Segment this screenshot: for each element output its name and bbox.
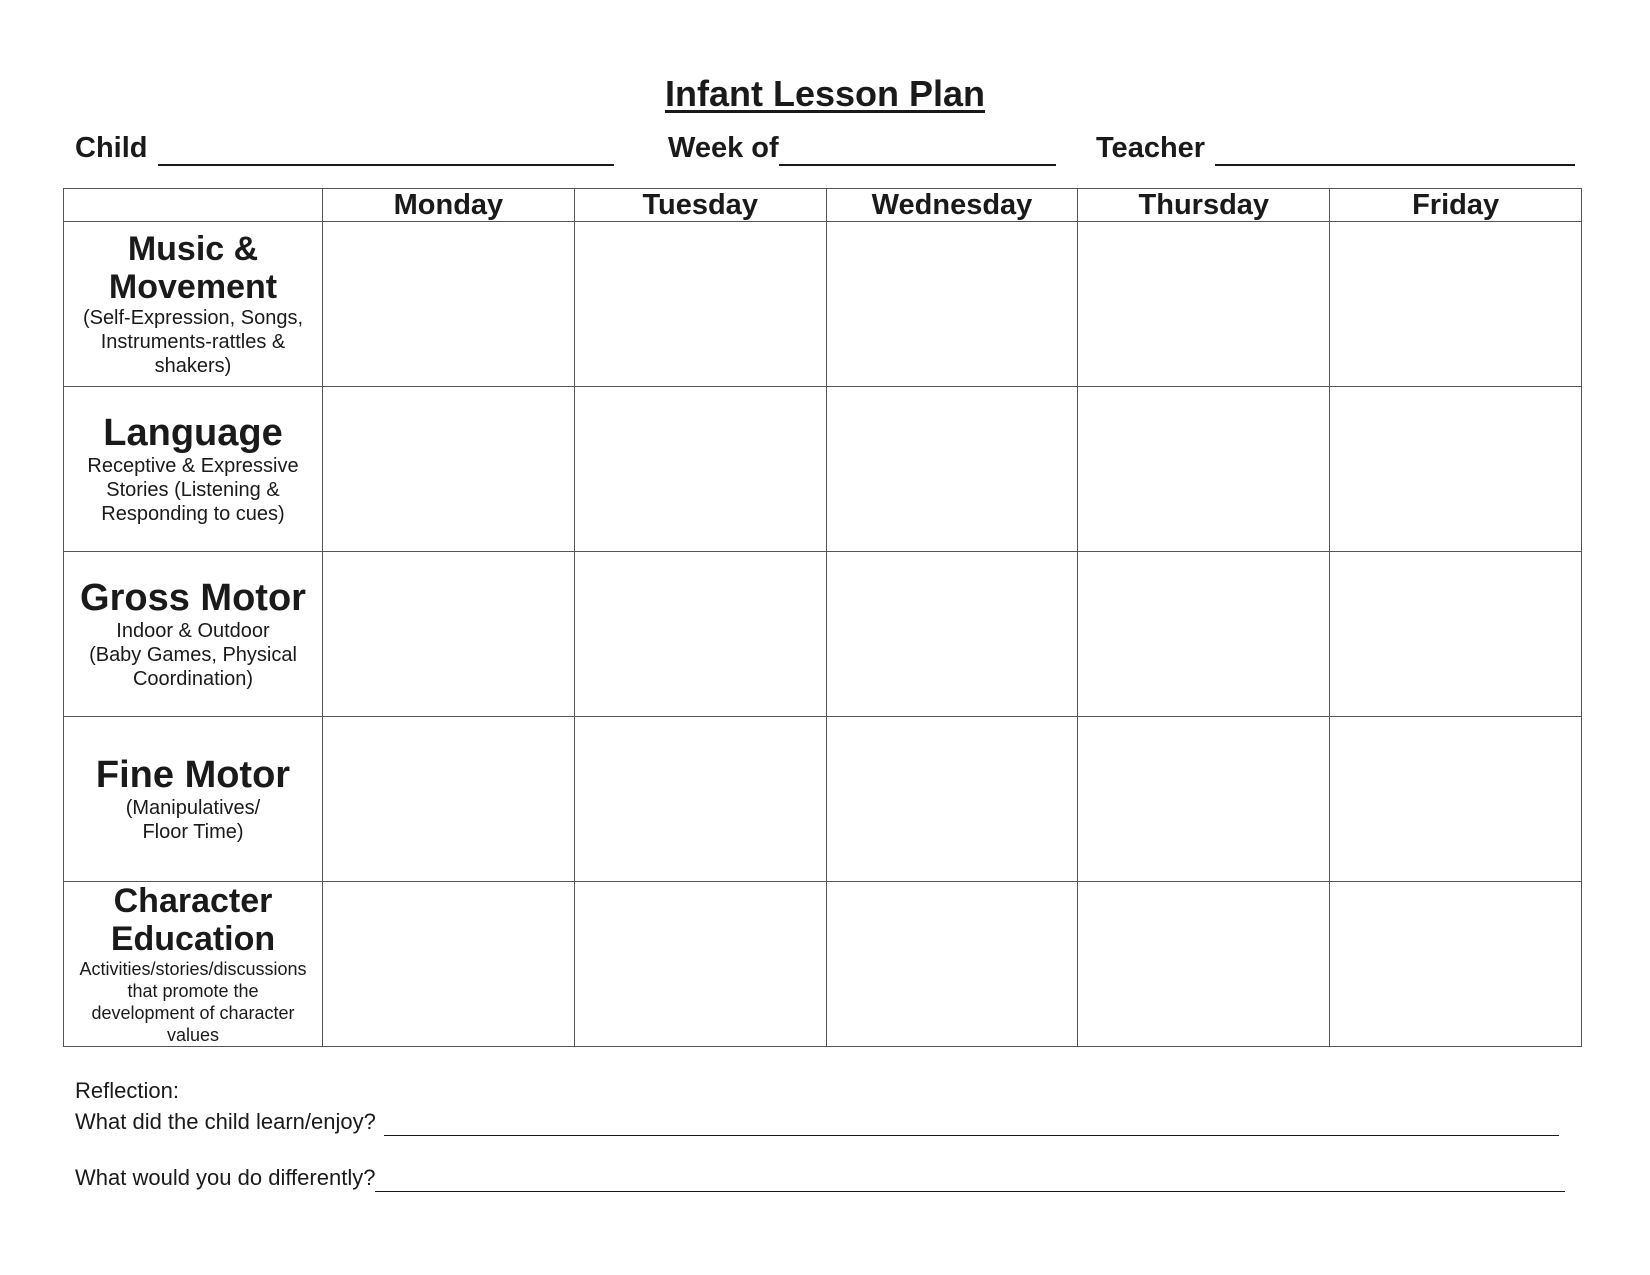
plan-cell-monday[interactable] (323, 552, 575, 717)
day-header-monday: Monday (323, 189, 575, 222)
reflection-question-text: What would you do differently? (75, 1165, 376, 1190)
plan-cell-friday[interactable] (1330, 222, 1582, 387)
plan-cell-thursday[interactable] (1078, 552, 1330, 717)
reflection-question-do-differently[interactable] (75, 1164, 1565, 1192)
subject-description-line: (Baby Games, Physical (89, 644, 297, 666)
subject-cell-language (64, 387, 323, 552)
subject-description-line: shakers) (154, 355, 232, 377)
plan-cell-tuesday[interactable] (574, 717, 826, 882)
plan-cell-thursday[interactable] (1078, 882, 1330, 1047)
plan-cell-wednesday[interactable] (826, 387, 1078, 552)
table-row-gross-motor (64, 552, 1582, 717)
week-of-label: Week of (668, 132, 779, 164)
subject-description-line: Floor Time) (142, 821, 244, 843)
corner-cell (64, 189, 323, 222)
subject-description-line: Coordination) (132, 668, 254, 690)
subject-description-line: Receptive & Expressive (87, 455, 299, 477)
child-label: Child (75, 132, 148, 164)
subject-description-line: development of character (91, 1003, 295, 1023)
plan-cell-monday[interactable] (323, 222, 575, 387)
child-blank-line[interactable] (158, 138, 614, 166)
subject-description-line: Activities/stories/discussions (79, 959, 307, 979)
subject-title-line: Music & (127, 230, 259, 268)
subject-cell-fine-motor (64, 717, 323, 882)
child-field[interactable] (75, 130, 614, 166)
subject-description-line: Instruments-rattles & (100, 331, 286, 353)
day-header-wednesday: Wednesday (826, 189, 1078, 222)
subject-cell-music-movement (64, 222, 323, 387)
week-of-blank-line[interactable] (779, 138, 1056, 166)
lesson-plan-table (63, 188, 1582, 1047)
table-row-language (64, 387, 1582, 552)
reflection-answer-line[interactable] (384, 1113, 1559, 1136)
plan-cell-friday[interactable] (1330, 882, 1582, 1047)
table-row-fine-motor (64, 717, 1582, 882)
plan-cell-thursday[interactable] (1078, 222, 1330, 387)
page-title: Infant Lesson Plan (664, 73, 986, 114)
plan-cell-friday[interactable] (1330, 717, 1582, 882)
plan-cell-tuesday[interactable] (574, 552, 826, 717)
plan-cell-wednesday[interactable] (826, 222, 1078, 387)
subject-description-line: (Manipulatives/ (125, 797, 261, 819)
reflection-question-learn-enjoy[interactable] (75, 1108, 1559, 1136)
plan-cell-tuesday[interactable] (574, 222, 826, 387)
plan-cell-wednesday[interactable] (826, 717, 1078, 882)
subject-cell-character-education (64, 882, 323, 1047)
subject-description-line: that promote the (127, 981, 259, 1001)
subject-description-line: (Self-Expression, Songs, (82, 307, 304, 329)
subject-title-line: Character (113, 882, 273, 920)
table-row-character-education (64, 882, 1582, 1047)
subject-cell-gross-motor (64, 552, 323, 717)
subject-title-line: Movement (108, 268, 278, 306)
plan-cell-thursday[interactable] (1078, 387, 1330, 552)
plan-cell-friday[interactable] (1330, 387, 1582, 552)
plan-cell-monday[interactable] (323, 882, 575, 1047)
teacher-blank-line[interactable] (1215, 138, 1575, 166)
subject-title-line: Education (110, 920, 276, 958)
plan-cell-wednesday[interactable] (826, 552, 1078, 717)
day-header-thursday: Thursday (1078, 189, 1330, 222)
plan-cell-monday[interactable] (323, 717, 575, 882)
plan-cell-tuesday[interactable] (574, 387, 826, 552)
subject-description-line: Stories (Listening & (106, 479, 280, 501)
subject-title-line: Fine Motor (95, 754, 291, 796)
subject-description-line: Responding to cues) (101, 503, 285, 525)
week-of-field[interactable] (668, 130, 1056, 166)
plan-cell-tuesday[interactable] (574, 882, 826, 1047)
plan-cell-wednesday[interactable] (826, 882, 1078, 1047)
day-header-tuesday: Tuesday (574, 189, 826, 222)
reflection-answer-line[interactable] (375, 1169, 1565, 1192)
subject-description-line: values (166, 1025, 220, 1045)
plan-cell-friday[interactable] (1330, 552, 1582, 717)
table-row-music-movement (64, 222, 1582, 387)
plan-cell-monday[interactable] (323, 387, 575, 552)
reflection-label: Reflection: (75, 1078, 179, 1103)
reflection-question-text: What did the child learn/enjoy? (75, 1109, 376, 1134)
subject-title-line: Language (103, 412, 283, 454)
teacher-field[interactable] (1096, 130, 1575, 166)
plan-cell-thursday[interactable] (1078, 717, 1330, 882)
day-header-row (64, 189, 1582, 222)
subject-description-line: Indoor & Outdoor (116, 620, 270, 642)
teacher-label: Teacher (1096, 132, 1206, 164)
subject-title-line: Gross Motor (80, 577, 306, 619)
day-header-friday: Friday (1330, 189, 1582, 222)
